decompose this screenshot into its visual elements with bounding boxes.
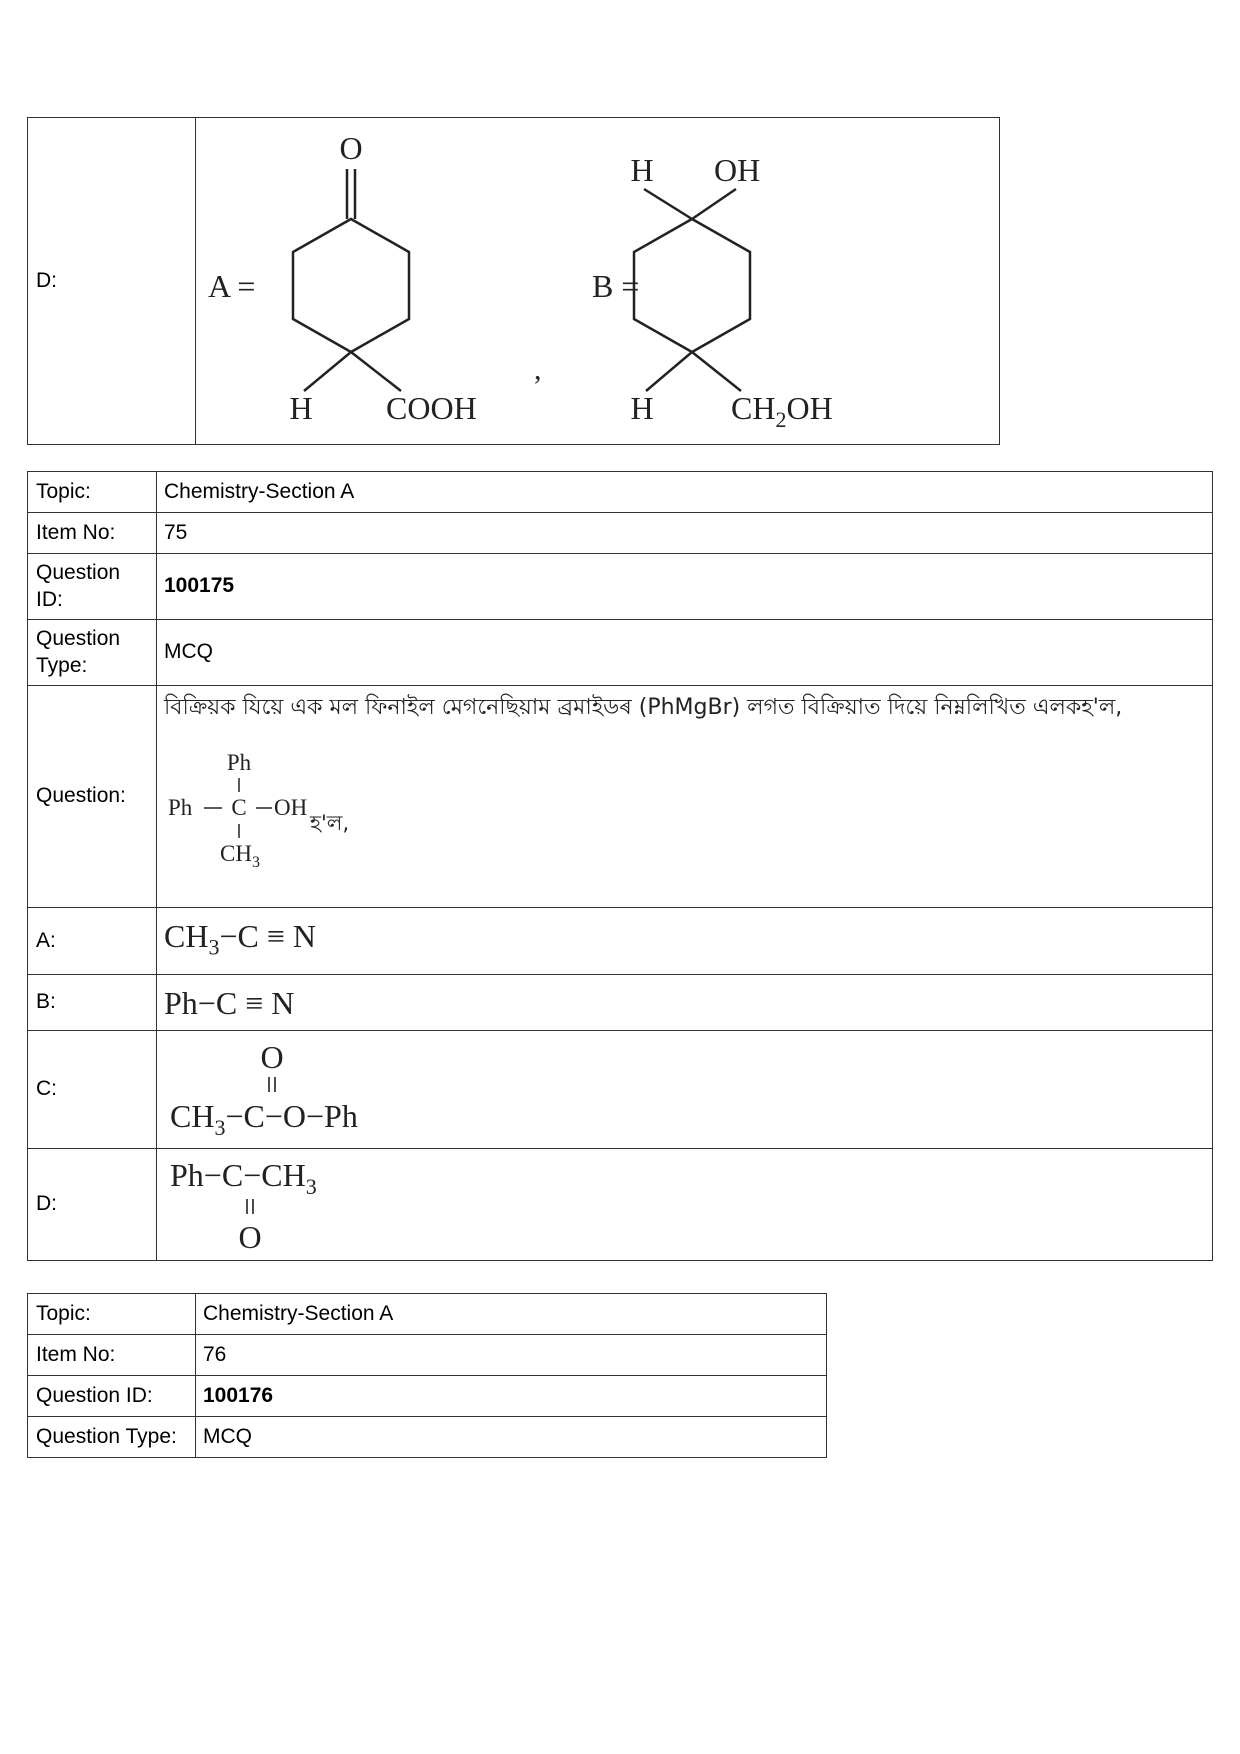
question-type-label: Question Type:	[28, 1417, 196, 1458]
item-no-value: 76	[196, 1335, 827, 1376]
structure-separator: ,	[534, 352, 542, 386]
topic-row	[28, 472, 1213, 513]
alcohol-top-ph: Ph	[226, 749, 252, 775]
structure-a-cooh: COOH	[386, 389, 477, 426]
structure-a-lhs: A =	[208, 267, 256, 304]
question-type-value: MCQ	[196, 1417, 827, 1458]
question-76-table	[27, 1293, 827, 1458]
structure-a-h: H	[289, 389, 313, 426]
alcohol-ch3: $CH_3$	[220, 840, 260, 871]
structure-a-oxygen: O	[339, 129, 363, 166]
question-id-row	[28, 1376, 827, 1417]
item-no-row	[28, 1335, 827, 1376]
question-id-label: Question ID:	[28, 554, 157, 620]
option-c-formula	[162, 1032, 462, 1148]
structure-b-ch2oh: $CH_2OH$	[731, 389, 833, 432]
question-id-value: 100175	[157, 554, 1213, 620]
structure-diagram	[196, 119, 996, 444]
option-d-cell	[157, 1149, 1213, 1261]
question-type-value: MCQ	[157, 620, 1213, 686]
structure-b-h-top: H	[630, 151, 654, 188]
option-label: D:	[28, 1149, 157, 1261]
question-id-row	[28, 554, 1213, 620]
bond-b-h-top	[644, 189, 692, 219]
alcohol-center-c: C	[231, 794, 247, 820]
option-d-chain: $Ph-C-CH_3$	[170, 1156, 317, 1199]
question-row	[28, 686, 1213, 908]
structure-b-oh: OH	[714, 151, 761, 188]
option-row-a	[28, 908, 1213, 975]
bond-b-h-bottom	[646, 352, 692, 391]
structure-b-lhs: B =	[592, 267, 640, 304]
topic-value: Chemistry-Section A	[196, 1294, 827, 1335]
topic-value: Chemistry-Section A	[157, 472, 1213, 513]
option-label: A:	[28, 908, 157, 975]
option-d-oxygen: O	[238, 1218, 262, 1255]
option-label: B:	[28, 975, 157, 1031]
item-no-row	[28, 513, 1213, 554]
cyclohexane-ring-b	[634, 219, 750, 352]
topic-label: Topic:	[28, 1294, 196, 1335]
item-no-label: Item No:	[28, 1335, 196, 1376]
question-75-table	[27, 471, 1213, 1261]
bond-b-oh	[692, 189, 736, 219]
option-a-formula: $CH_3-C \equiv N$	[157, 908, 1213, 975]
question-type-row	[28, 620, 1213, 686]
bond-a-cooh	[351, 352, 401, 391]
question-type-row	[28, 1417, 827, 1458]
option-row-c	[28, 1031, 1213, 1149]
prev-option-d-table	[27, 117, 1000, 445]
option-row-b	[28, 975, 1213, 1031]
question-text: বিক্রিয়ক যিয়ে এক মল ফিনাইল মেগনেছিয়াম ব্ৰমাইডৰ (PhMgBr) লগত বিক্রিয়াত দিয়ে নিম্নলিখিত এলকহ'ল,	[164, 695, 1123, 720]
alcohol-left-ph: Ph	[168, 794, 193, 820]
option-b-formula: Ph−C ≡ N	[157, 975, 1213, 1031]
option-structures	[196, 118, 1000, 445]
item-no-value: 75	[157, 513, 1213, 554]
option-label: C:	[28, 1031, 157, 1149]
option-label: D:	[28, 118, 196, 445]
option-c-oxygen: O	[260, 1038, 284, 1075]
cyclohexane-ring-a	[293, 219, 409, 352]
structure-b-h-bottom: H	[630, 389, 654, 426]
tertiary-alcohol-structure	[164, 744, 424, 874]
question-label: Question:	[28, 686, 157, 908]
item-no-label: Item No:	[28, 513, 157, 554]
option-row-d	[28, 1149, 1213, 1261]
topic-row	[28, 1294, 827, 1335]
topic-label: Topic:	[28, 472, 157, 513]
question-id-value: 100176	[196, 1376, 827, 1417]
option-d-formula	[162, 1150, 462, 1260]
question-type-label: Question Type:	[28, 620, 157, 686]
question-id-label: Question ID:	[28, 1376, 196, 1417]
bond-a-h	[304, 352, 351, 391]
bond-b-ch2oh	[692, 352, 741, 391]
option-row-d	[28, 118, 1000, 445]
option-c-chain: $CH_3-C-O-Ph$	[170, 1097, 358, 1140]
alcohol-suffix: হ'ল,	[310, 810, 350, 835]
option-c-cell	[157, 1031, 1213, 1149]
question-body	[157, 686, 1213, 908]
alcohol-oh: OH	[274, 794, 308, 820]
